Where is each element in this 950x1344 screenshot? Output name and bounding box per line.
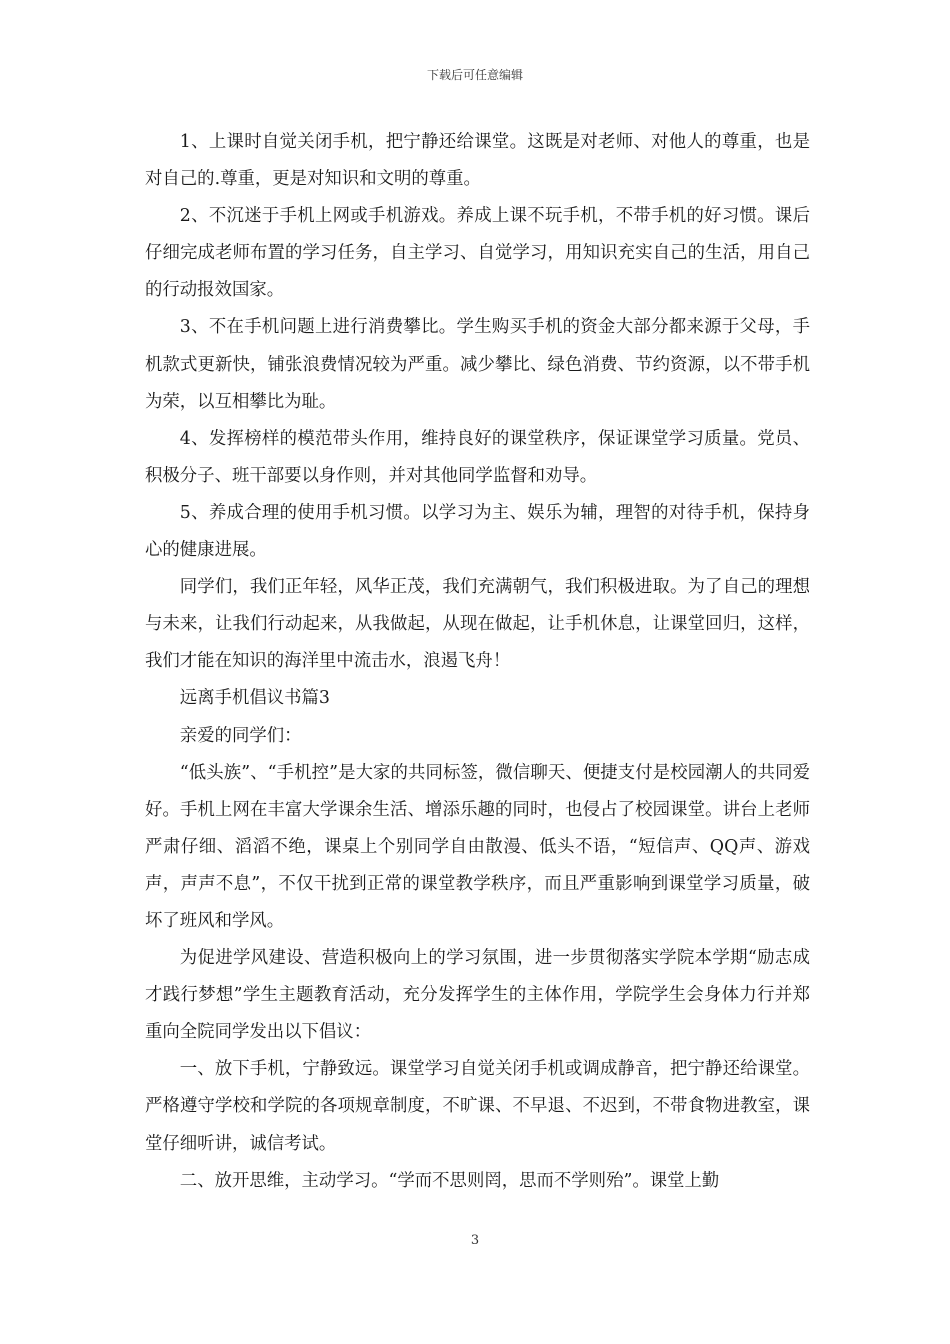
paragraph-rule-4: 4、发挥榜样的模范带头作用，维持良好的课堂秩序，保证课堂学习质量。党员、积极分子、班干部要以身作则，并对其他同学监督和劝导。 bbox=[145, 428, 810, 486]
page-number: 3 bbox=[470, 1233, 480, 1248]
paragraph-intro: “低头族”、“手机控”是大家的共同标签，微信聊天、便捷支付是校园潮人的共同爱好。手机上网在丰富大学课余生活、增添乐趣的同时，也侵占了校园课堂。讲台上老师严肃仔细、滔滔不绝，课桌上个别同学自由散漫、低头不语，“短信声、QQ声、游戏声，声声不息”，不仅干扰到正常的课堂教学秩序，而且严重影响到课堂学习质量，破坏了班风和学风。 bbox=[145, 762, 810, 931]
section-title: 远离手机倡议书篇3 bbox=[179, 688, 330, 709]
paragraph-closing: 同学们，我们正年轻，风华正茂，我们充满朝气，我们积极进取。为了自己的理想与未来，让我们行动起来，从我做起，从现在做起，让手机休息，让课堂回归，这样，我们才能在知识的海洋里中流击水，浪遏飞舟！ bbox=[145, 577, 810, 672]
page-header: 下载后可任意编辑 bbox=[426, 68, 523, 82]
paragraph-rule-1: 1、上课时自觉关闭手机，把宁静还给课堂。这既是对老师、对他人的尊重，也是对自己的.尊重，更是对知识和文明的尊重。 bbox=[145, 132, 810, 190]
paragraph-rule-3: 3、不在手机问题上进行消费攀比。学生购买手机的资金大部分都来源于父母，手机款式更新快，铺张浪费情况较为严重。减少攀比、绿色消费、节约资源，以不带手机为荣，以互相攀比为耻。 bbox=[145, 317, 810, 412]
paragraph-proposal-1: 一、放下手机，宁静致远。课堂学习自觉关闭手机或调成静音，把宁静还给课堂。严格遵守学校和学院的各项规章制度，不旷课、不早退、不迟到，不带食物进教室，课堂仔细听讲，诚信考试。 bbox=[145, 1059, 810, 1154]
paragraph-proposal-2: 二、放开思维，主动学习。“学而不思则罔，思而不学则殆”。课堂上勤 bbox=[179, 1170, 720, 1191]
paragraph-rule-2: 2、不沉迷于手机上网或手机游戏。养成上课不玩手机，不带手机的好习惯。课后仔细完成老师布置的学习任务，自主学习、自觉学习，用知识充实自己的生活，用自己的行动报效国家。 bbox=[145, 206, 810, 301]
paragraph-purpose: 为促进学风建设、营造积极向上的学习氛围，进一步贯彻落实学院本学期“励志成才践行梦想”学生主题教育活动，充分发挥学生的主体作用，学院学生会身体力行并郑重向全院同学发出以下倡议： bbox=[145, 948, 810, 1043]
document-body bbox=[145, 124, 810, 1200]
paragraph-rule-5: 5、养成合理的使用手机习惯。以学习为主、娱乐为辅，理智的对待手机，保持身心的健康进展。 bbox=[145, 502, 810, 561]
salutation: 亲爱的同学们： bbox=[179, 725, 302, 746]
